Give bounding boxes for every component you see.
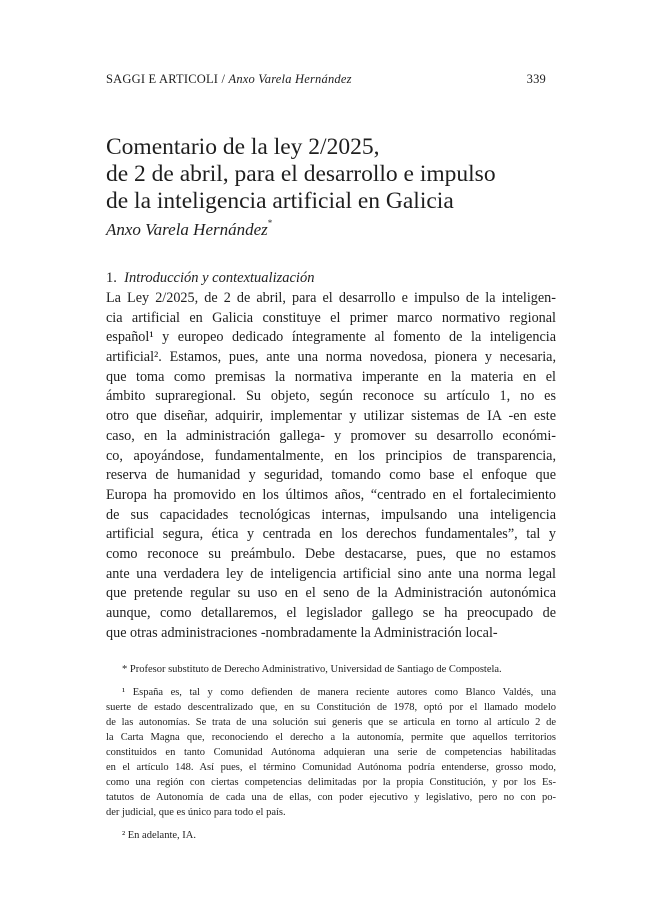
- author-footnote-mark: *: [267, 218, 273, 228]
- footnote-line: ¹ España es, tal y como defienden de manera reciente autores como Blanco Valdés, una: [122, 687, 556, 698]
- body-line: caso, en la administración gallega- y promover su desarrollo económi-: [106, 427, 556, 444]
- body-line: otro que diseñar, adquirir, implementar y utilizar sistemas de IA -en este: [106, 408, 556, 425]
- article-author: [106, 220, 272, 240]
- body-line: ante una verdadera ley de inteligencia artificial sino ante una norma legal: [106, 565, 556, 582]
- title-line: Comentario de la ley 2/2025,: [106, 134, 380, 160]
- footnote-line: constituidos en tanto Comunidad Autónoma adquieran una serie de competencias habilitadas: [106, 747, 556, 758]
- body-line: cia artificial en Galicia constituye el primer marco normativo regional: [106, 309, 556, 326]
- footnote-line: de las autonomías. Se trata de una solución sui generis que se articula en torno al artículo 2 de: [106, 717, 556, 728]
- footnote-2: ² En adelante, IA.: [122, 830, 196, 841]
- body-line: reserva de humanidad y seguridad, tomando como base el enfoque que: [106, 467, 556, 484]
- title-line: de la inteligencia artificial en Galicia: [106, 188, 454, 214]
- footnote-line: como una región con ciertas competencias delimitadas por la propia Constitución, y por los Es-: [106, 777, 556, 788]
- section-number: 1.: [106, 270, 117, 286]
- body-text: [106, 289, 556, 643]
- journal-section: SAGGI E ARTICOLI /: [106, 72, 226, 86]
- running-head: [106, 72, 352, 87]
- section-title: Introducción y contextualización: [124, 270, 315, 286]
- body-line: de sus capacidades tecnológicas internas, impulsando una inteligencia: [106, 506, 556, 523]
- body-line: La Ley 2/2025, de 2 de abril, para el desarrollo e impulso de la inteligen-: [106, 290, 556, 306]
- running-header: [106, 72, 546, 90]
- footnote-line: suerte de estado descentralizado que, en su Constitución de 1978, optó por el llamado modelo: [106, 702, 556, 713]
- body-line: que toma como premisas la normativa imperante en la materia en el: [106, 368, 556, 385]
- body-line: español¹ y europeo dedicado íntegramente al fomento de la inteligencia: [106, 329, 556, 346]
- footnote-line: la Carta Magna que, reconociendo el derecho a la autonomía, permite que aquellos territorios: [106, 732, 556, 743]
- footnote-author: * Profesor substituto de Derecho Administrativo, Universidad de Santiago de Compostela.: [122, 664, 502, 675]
- footnotes: [106, 662, 556, 851]
- body-line: como reconoce su preámbulo. Debe destacarse, pues, que no estamos: [106, 545, 556, 562]
- body-line: artificial². Estamos, pues, ante una norma novedosa, pionera y necesaria,: [106, 349, 556, 366]
- footnote-line: en el artículo 148. Así pues, el término Comunidad Autónoma podría entenderse, grosso modo,: [106, 762, 556, 773]
- body-line: que pretende regular su uso en el seno de la Administración autonómica: [106, 585, 556, 602]
- body-line: Europa ha promovido en los últimos años, “centrado en el fortalecimiento: [106, 486, 556, 503]
- page-number: 339: [526, 72, 546, 86]
- footnote-line: tatutos de Autonomía de cada una de ellas, con poder ejecutivo y legislativo, pero no con po-: [106, 792, 556, 803]
- body-line: artificial segura, ética y centrada en los derechos fundamentales”, tal y: [106, 526, 556, 543]
- running-author: Anxo Varela Hernández: [228, 72, 352, 86]
- author-name: Anxo Varela Hernández: [106, 220, 268, 239]
- title-line: de 2 de abril, para el desarrollo e impulso: [106, 161, 496, 187]
- article-title: [106, 134, 556, 215]
- body-line: que otras administraciones -nombradamente la Administración local-: [106, 624, 498, 641]
- body-line: aunque, como detallaremos, el legislador gallego se ha preocupado de: [106, 605, 556, 621]
- footnote-1: [106, 685, 556, 820]
- footnote-line: der judicial, que es único para todo el país.: [106, 807, 286, 818]
- body-line: co, apoyándose, fundamentalmente, en los principios de transparencia,: [106, 447, 556, 464]
- section-heading: [106, 270, 314, 287]
- body-line: ámbito supraregional. Su objeto, según reconoce su artículo 1, no es: [106, 388, 556, 405]
